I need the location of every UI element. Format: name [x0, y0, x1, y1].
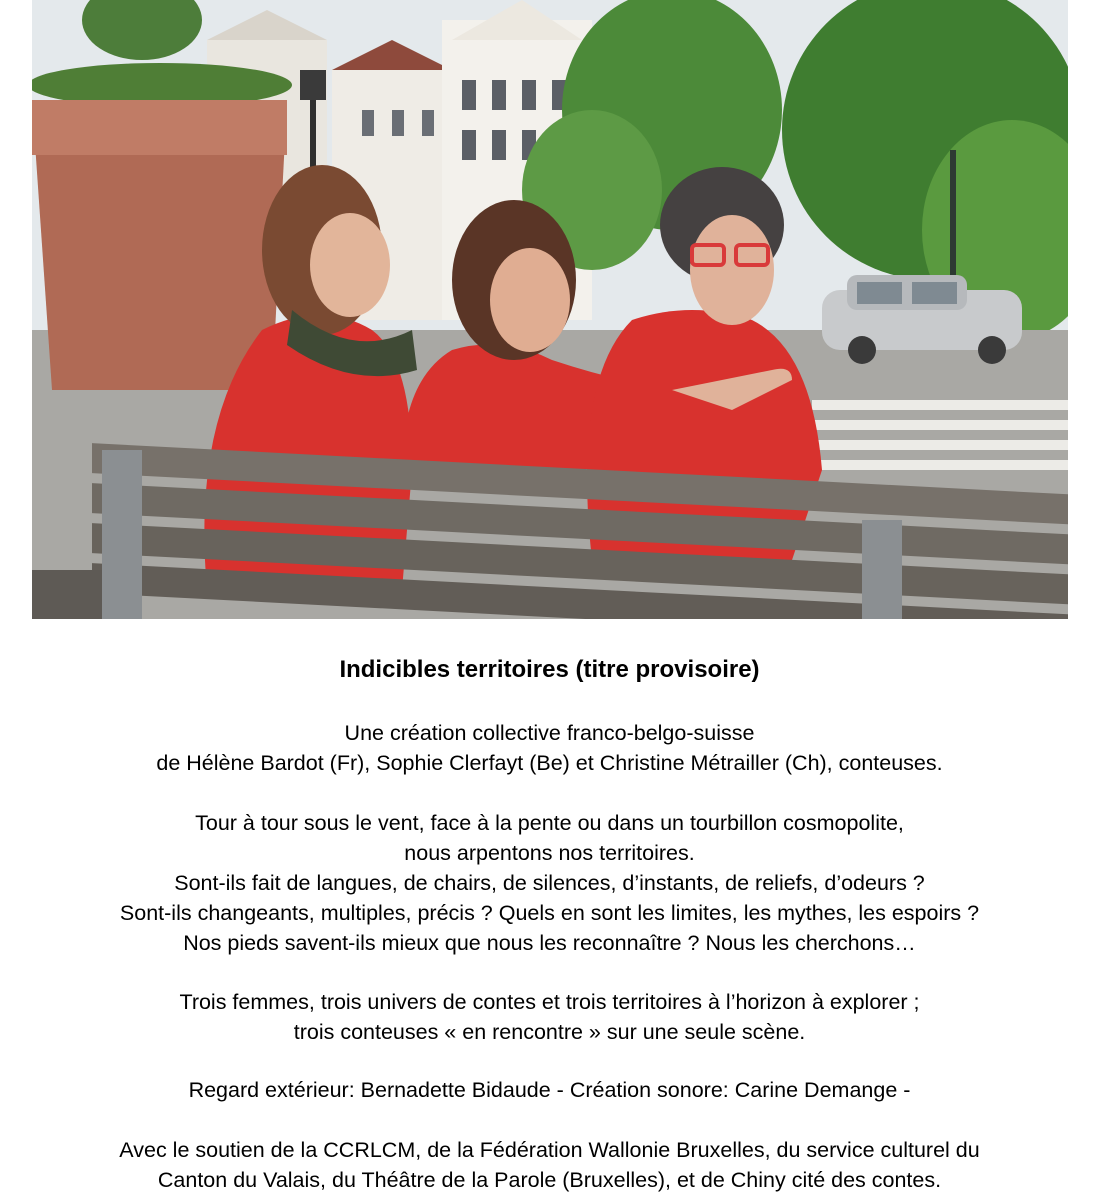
- support-line: Canton du Valais, du Théâtre de la Parole (Bruxelles), et de Chiny cité des contes.: [157, 1168, 942, 1192]
- intro-line: Une création collective franco-belgo-suisse: [344, 721, 755, 745]
- pitch-paragraph: [0, 987, 1099, 1047]
- intro-line: de Hélène Bardot (Fr), Sophie Clerfayt (Be) et Christine Métrailler (Ch), conteuses.: [156, 751, 943, 775]
- credits-paragraph: [0, 1075, 1099, 1105]
- pitch-line: trois conteuses « en rencontre » sur une seule scène.: [293, 1020, 806, 1044]
- credits-line: Regard extérieur: Bernadette Bidaude - Création sonore: Carine Demange -: [188, 1078, 911, 1102]
- description-paragraph: [0, 808, 1099, 958]
- description-line: Tour à tour sous le vent, face à la pente ou dans un tourbillon cosmopolite,: [195, 811, 904, 835]
- support-paragraph: [0, 1135, 1099, 1195]
- photo-illustration: [32, 0, 1068, 619]
- description-line: Sont-ils fait de langues, de chairs, de silences, d’instants, de reliefs, d’odeurs ?: [174, 871, 925, 895]
- support-line: Avec le soutien de la CCRLCM, de la Fédération Wallonie Bruxelles, du service culturel du: [119, 1138, 980, 1162]
- description-line: Nos pieds savent-ils mieux que nous les reconnaître ? Nous les cherchons…: [183, 931, 916, 955]
- flower-pot: [32, 63, 292, 390]
- intro-paragraph: [0, 718, 1099, 778]
- show-title: Indicibles territoires (titre provisoire): [339, 656, 760, 683]
- pitch-line: Trois femmes, trois univers de contes et trois territoires à l’horizon à explorer ;: [179, 990, 920, 1014]
- description-line: Sont-ils changeants, multiples, précis ? Quels en sont les limites, les mythes, les espoirs ?: [119, 901, 980, 925]
- hero-photo: [32, 0, 1068, 619]
- description-line: nous arpentons nos territoires.: [404, 841, 695, 865]
